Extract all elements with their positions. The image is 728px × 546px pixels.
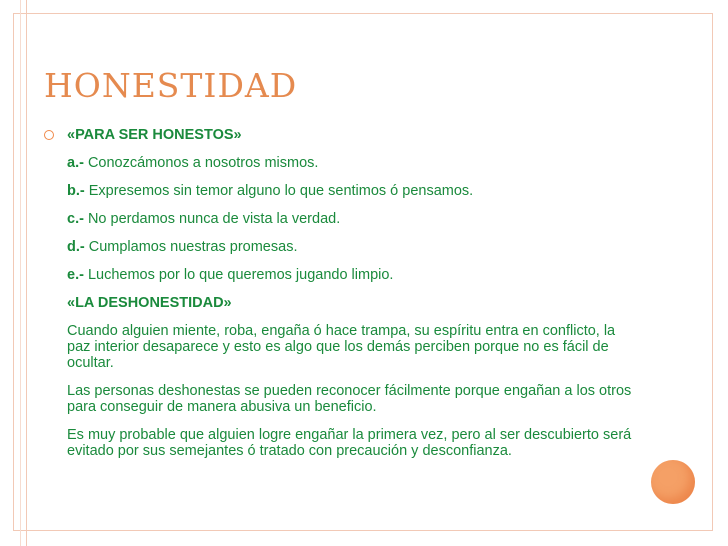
paragraph: Cuando alguien miente, roba, engaña ó hace trampa, su espíritu entra en conflicto, la paz interior desaparece y esto es algo que los demás perciben porque no es fácil de ocultar. — [67, 323, 616, 371]
item-letter: d.- — [67, 239, 85, 255]
paragraph: Es muy probable que alguien logre engañar la primera vez, pero al ser descubierto será evitado por sus semejantes ó tratado con precaución y desconfianza. — [67, 427, 632, 459]
list-item — [67, 267, 637, 283]
heading-para-ser-honestos: «PARA SER HONESTOS» — [67, 127, 242, 143]
list-item — [67, 239, 637, 255]
item-letter: a.- — [67, 155, 84, 171]
decorative-line — [26, 0, 27, 546]
heading-la-deshonestidad: «LA DESHONESTIDAD» — [67, 295, 232, 311]
list-item — [67, 211, 637, 227]
item-letter: c.- — [67, 211, 84, 227]
item-text: Conozcámonos a nosotros mismos. — [83, 155, 319, 171]
item-text: Expresemos sin temor alguno lo que sentimos ó pensamos. — [84, 183, 474, 199]
item-text: Luchemos por lo que queremos jugando limpio. — [83, 267, 394, 283]
decorative-line — [20, 0, 21, 546]
item-letter: b.- — [67, 183, 85, 199]
list-item — [67, 183, 637, 199]
item-text: No perdamos nunca de vista la verdad. — [83, 211, 341, 227]
decorative-orange-circle — [651, 460, 695, 504]
item-letter: e.- — [67, 267, 84, 283]
bullet-circle-icon — [44, 130, 54, 140]
list-item — [67, 155, 637, 171]
item-text: Cumplamos nuestras promesas. — [84, 239, 298, 255]
paragraph: Las personas deshonestas se pueden reconocer fácilmente porque engañan a los otros para conseguir de manera abusiva un beneficio. — [67, 383, 632, 415]
slide-content — [67, 127, 637, 471]
slide-title: HONESTIDAD — [44, 66, 298, 105]
